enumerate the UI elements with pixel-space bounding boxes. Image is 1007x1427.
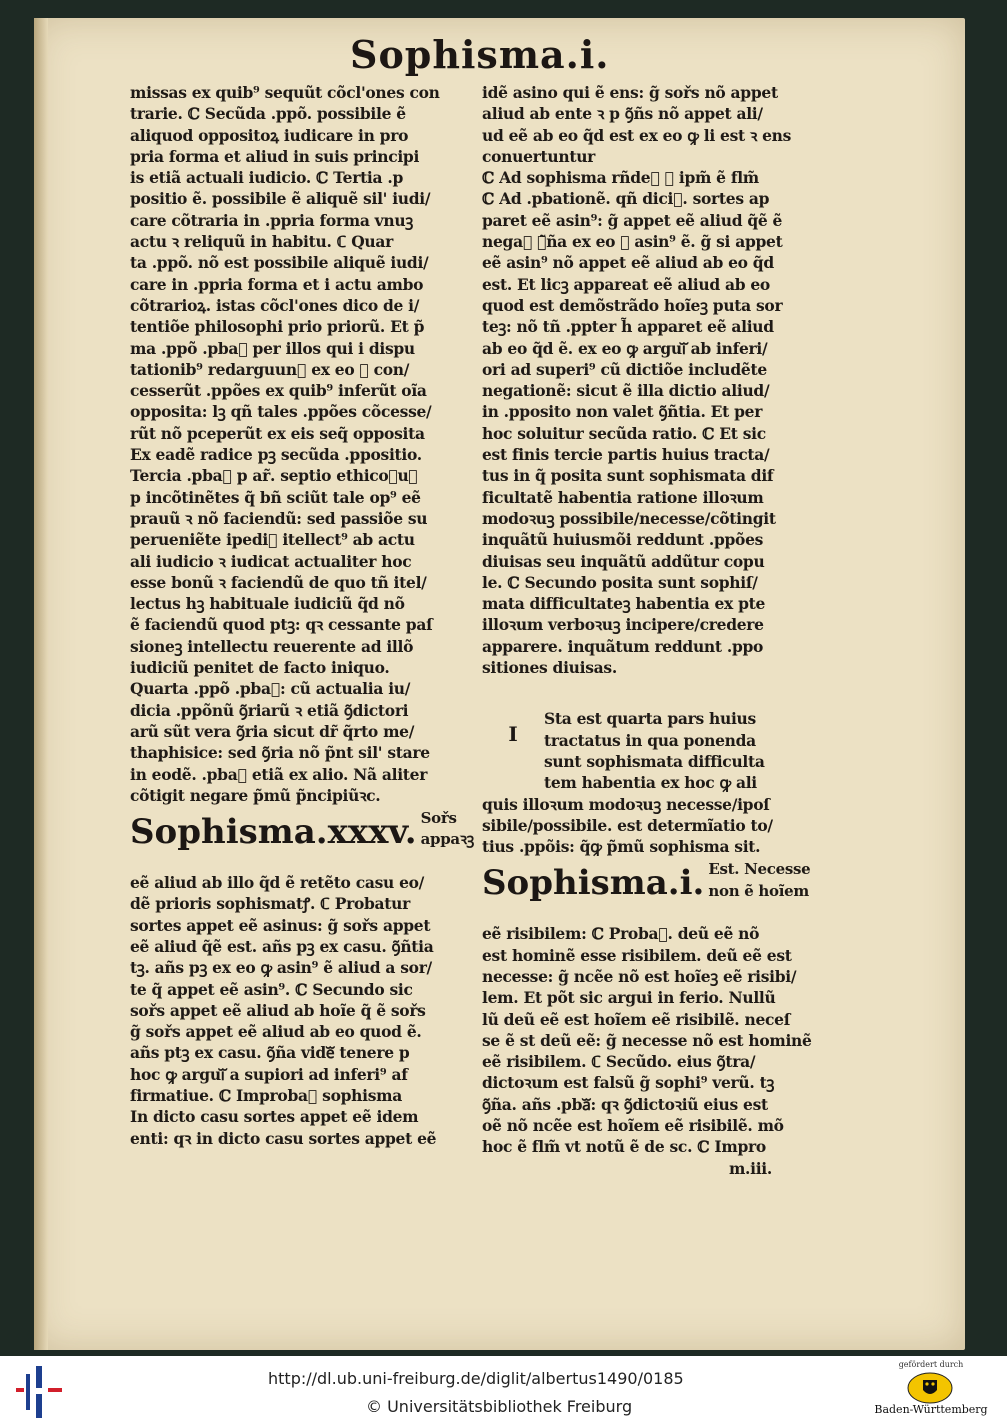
text-line: opposita: lꝫ qñ tales .ppões cõcesse/ xyxy=(130,402,432,422)
text-line: Ex eadẽ radice pꝫ secũda .ppositio. xyxy=(130,445,422,465)
text-line: missas ex quib⁹ sequũt cõcl'ones con xyxy=(130,83,440,102)
heading-side-line: non ẽ hoĩem xyxy=(708,881,809,900)
text-line: in .pposito non valet ꝯ̃ñtia. Et per xyxy=(482,402,763,422)
text-line: thaphisice: sed ꝯ̃ria nõ p̃nt sil' stare xyxy=(130,743,430,763)
text-line: tus in q̃ posita sunt sophismata dif xyxy=(482,466,774,486)
text-line: hoc ꝙ arguiᷓ a supiori ad inferi⁹ af xyxy=(130,1064,408,1084)
text-line: illoꝛum verboꝛuꝫ incipere/credere xyxy=(482,615,764,635)
text-line: pria forma et aliud in suis principi xyxy=(130,146,420,166)
text-line: arũ sũt vera ꝯ̃ria sicut dr̃ q̃rto me/ xyxy=(130,721,415,741)
text-line: g̃ sořs appet eẽ aliud ab eo quod ẽ. xyxy=(130,1022,422,1042)
text-line: lectus hꝫ habituale iudiciũ q̃d nõ xyxy=(130,594,405,614)
text-line: firmatiue. ℂ Improbaᷓ sophisma xyxy=(130,1086,402,1106)
copyright-notice: © Universitätsbibliothek Freiburg xyxy=(366,1397,633,1416)
text-line: sořs appet eẽ aliud ab hoĩe q̃ ẽ sořs xyxy=(130,1000,426,1020)
text-line: ali iudicio ꝛ iudicat actualiter hoc xyxy=(130,551,412,571)
text-line: dẽ prioris sophismatꝭ. ℂ Probatur xyxy=(130,894,410,914)
text-line: añs ptꝫ ex casu. ꝯ̃ña videᷓ tenere p xyxy=(130,1043,410,1063)
text-line: eẽ asin⁹ nõ appet eẽ aliud ab eo q̃d xyxy=(482,253,774,273)
text-line: aliquod oppositoꝝ iudicare in pro xyxy=(130,125,409,145)
text-line: tius .ppõis: q̃ꝙ p̃mũ sophisma sit. xyxy=(482,837,761,857)
text-line: hoc soluitur secũda ratio. ℂ Et sic xyxy=(482,423,766,443)
heading-side-line: Est. Necesse xyxy=(708,860,811,879)
text-line: positio ẽ. possibile ẽ aliquẽ sil' iudi/ xyxy=(130,189,431,209)
text-line: est finis tercie partis huius tracta/ xyxy=(482,445,770,465)
right-text-block-1 xyxy=(482,82,812,678)
right-section-heading xyxy=(482,859,812,923)
text-line: dicia .ppõnũ ꝯ̃riarũ ꝛ etiã ꝯ̃dictori xyxy=(130,700,409,720)
baden-wuerttemberg-crest-icon xyxy=(907,1372,953,1404)
text-line: care cõtraria in .ppria forma vnuꝫ xyxy=(130,210,413,230)
text-line: iudiciũ penitet de facto iniquo. xyxy=(130,658,390,678)
text-line: ab eo q̃d ẽ. ex eo ꝙ arguiᷓ ab inferi/ xyxy=(482,338,768,358)
text-line: ficultatẽ habentia ratione illoꝛum xyxy=(482,487,764,507)
text-line: sortes appet eẽ asinus: g̃ sořs appet xyxy=(130,915,431,935)
text-line: Tercia .pbaᷓ p ar̃. septio ethicoꝛuꝫ xyxy=(130,466,418,486)
text-line: tꝫ. añs pꝫ ex eo ꝙ asin⁹ ẽ aliud a sor/ xyxy=(130,958,432,978)
text-line: hoc ẽ flm̃ vt notũ ẽ de sc. ℂ Impro xyxy=(482,1137,766,1157)
viewer-footer xyxy=(0,1356,1007,1427)
text-line: lem. Et põt sic argui in ferio. Nullũ xyxy=(482,988,776,1008)
left-heading-side-text xyxy=(421,808,474,851)
text-line: paret eẽ asin⁹: g̃ appet eẽ aliud q̃ẽ ẽ xyxy=(482,210,783,230)
text-line: care in .ppria forma et i actu ambo xyxy=(130,274,424,294)
permalink-url[interactable]: http://dl.ub.uni-freiburg.de/diglit/albertus1490/0185 xyxy=(268,1369,684,1388)
funder-badge xyxy=(872,1360,990,1424)
text-line: is etiã actuali iudicio. ℂ Tertia .p xyxy=(130,168,403,188)
text-line: cesserũt .ppões ex quib⁹ inferũt oĩa xyxy=(130,381,427,401)
right-heading-word: Sophisma.i. xyxy=(482,863,705,904)
signature-mark: m.iii. xyxy=(728,1158,772,1178)
text-line: est. Et licꝫ appareat eẽ aliud ab eo xyxy=(482,274,770,294)
left-heading-word: Sophisma.xxxv. xyxy=(130,812,417,853)
text-line: rũt nõ pceperũt ex eis seq̃ opposita xyxy=(130,423,425,443)
left-text-block-2 xyxy=(130,872,460,1149)
text-line: diuisas seu inquãtũ addũtur copu xyxy=(482,551,765,571)
text-line: necesse: g̃ ncẽe nõ est hoĩeꝫ eẽ risibi/ xyxy=(482,966,797,986)
text-line: ud eẽ ab eo q̃d est ex eo ꝙ li est ꝛ ens xyxy=(482,125,792,145)
left-text-column xyxy=(130,82,474,1149)
text-line: Quarta .ppõ .pbaᷓ: cũ actualia iu/ xyxy=(130,679,411,699)
text-line: sitiones diuisas. xyxy=(482,658,617,678)
initial-text-line: tem habentia ex hoc ꝙ ali xyxy=(544,773,757,793)
running-title: Sophisma.i. xyxy=(350,32,610,77)
text-line: eẽ aliud ab illo q̃d ẽ retẽto casu eo/ xyxy=(130,873,425,893)
text-line: cõtigit negare p̃mũ p̃ncipiũꝛc. xyxy=(130,785,381,805)
heading-side-line: appaꝛꝫ xyxy=(420,830,474,849)
text-line: p incõtinẽtes q̃ bñ sciũt tale op⁹ eẽ xyxy=(130,487,421,507)
page-gutter xyxy=(34,18,48,1350)
text-line: actu ꝛ reliquũ in habitu. ℂ Quar xyxy=(130,232,394,252)
right-text-block-2 xyxy=(482,794,812,858)
right-heading-side-text xyxy=(708,859,810,902)
text-line: ẽ faciendũ quod ptꝫ: qꝛ cessante paſ xyxy=(130,615,433,635)
text-line: conuertuntur xyxy=(482,146,596,166)
text-line: In dicto casu sortes appet eẽ idem xyxy=(130,1107,419,1127)
initial-letter: I xyxy=(508,722,518,747)
text-line: ma .ppõ .pbaᷓ per illos qui i dispu xyxy=(130,338,415,358)
text-line: cõtrarioꝝ. istas cõcl'ones dico de i/ xyxy=(130,295,420,315)
initial-lines xyxy=(544,708,812,793)
text-line: eẽ risibilem. ℂ Secũdo. eius ꝯ̃tra/ xyxy=(482,1052,756,1072)
text-line: quod est demõstrãdo hoĩeꝫ puta sor xyxy=(482,295,783,315)
text-line: negationẽ: sicut ẽ illa dictio aliud/ xyxy=(482,381,770,401)
text-line: ℂ Ad sophisma rñdeᷓ ꝙ ipm̃ ẽ flm̃ xyxy=(482,168,759,188)
text-line: inquãtũ huiusmõi reddunt .ppões xyxy=(482,530,764,550)
text-line: dictoꝛum est falsũ g̃ sophi⁹ verũ. tꝫ xyxy=(482,1073,775,1093)
text-line: sioneꝫ intellectu reuerente ad illõ xyxy=(130,636,414,656)
text-line: negaᷓ ꝯ̃ña ex eo ꝙ asin⁹ ẽ. g̃ si appet xyxy=(482,232,783,252)
text-line: apparere. inquãtum reddunt .ppo xyxy=(482,636,764,656)
text-line: enti: qꝛ in dicto casu sortes appet eẽ xyxy=(130,1128,437,1148)
initial-text-line: Sta est quarta pars huius xyxy=(544,709,756,729)
left-text-block-1 xyxy=(130,82,460,806)
right-text-block-3 xyxy=(482,923,812,1157)
text-line: mata difficultateꝫ habentia ex pte xyxy=(482,594,766,614)
funder-name: Baden-Württemberg xyxy=(874,1403,988,1416)
text-line: ℂ Ad .pbationẽ. qñ diciᷓ. sortes ap xyxy=(482,189,770,209)
text-line: le. ℂ Secundo posita sunt sophiſ/ xyxy=(482,572,758,592)
text-line: sibile/possibile. est determĩatio to/ xyxy=(482,815,773,835)
text-line: idẽ asino qui ẽ ens: g̃ sořs nõ appet xyxy=(482,83,778,102)
text-line: ta .ppõ. nõ est possibile aliquẽ iudi/ xyxy=(130,253,429,273)
initial-block xyxy=(482,708,812,793)
text-line: est hominẽ esse risibilem. deũ eẽ est xyxy=(482,945,792,965)
text-line: eẽ aliud q̃ẽ est. añs pꝫ ex casu. ꝯ̃ñtia xyxy=(130,936,434,956)
text-line: ori ad superi⁹ cũ dictiõe includẽte xyxy=(482,359,767,379)
text-line: te q̃ appet eẽ asin⁹. ℂ Secundo sic xyxy=(130,979,413,999)
text-line: se ẽ st deũ eẽ: g̃ necesse nõ est hominẽ xyxy=(482,1030,812,1050)
section-gap xyxy=(482,678,812,708)
page-header xyxy=(350,32,610,82)
text-line: teꝫ: nõ tñ .ppter h̃ apparet eẽ aliud xyxy=(482,317,774,337)
text-line: lũ deũ eẽ est hoĩem eẽ risibilẽ. neceſ xyxy=(482,1009,791,1029)
text-line: esse bonũ ꝛ faciendũ de quo tñ itel/ xyxy=(130,572,427,592)
initial-text-line: tractatus in qua ponenda xyxy=(544,730,756,750)
ub-freiburg-logo-icon[interactable] xyxy=(14,1364,66,1420)
text-line: perueniẽte ipediᷓ itellect⁹ ab actu xyxy=(130,530,415,550)
text-line: aliud ab ente ꝛ p ꝯ̃ñs nõ appet ali/ xyxy=(482,104,763,124)
text-line: eẽ risibilem: ℂ Probaᷓ. deũ eẽ nõ xyxy=(482,924,760,944)
heading-side-line: Sořs xyxy=(420,809,457,828)
text-line: tentiõe philosophi prio priorũ. Et p̃ xyxy=(130,317,425,337)
text-line: oẽ nõ ncẽe est hoĩem eẽ risibilẽ. mõ xyxy=(482,1116,784,1136)
text-line: tationib⁹ redarguunᷓ ex eo ꝙ con/ xyxy=(130,359,410,379)
text-line: modoꝛuꝫ possibile/necesse/cõtingit xyxy=(482,508,776,528)
text-line: in eodẽ. .pbaᷓ etiã ex alio. Nã aliter xyxy=(130,764,428,784)
text-line: trarie. ℂ Secũda .ppõ. possibile ẽ xyxy=(130,104,406,124)
left-section-heading xyxy=(130,808,474,872)
funder-caption: gefördert durch xyxy=(898,1360,964,1369)
right-text-column xyxy=(482,82,812,1179)
text-line: prauũ ꝛ nõ faciendũ: sed passiõe su xyxy=(130,508,428,528)
initial-text-line: sunt sophismata difficulta xyxy=(544,751,765,771)
text-line: ꝯ̃ña. añs .pbaᷓ: qꝛ ꝯ̃dictoꝛiũ eius est xyxy=(482,1094,768,1114)
text-line: quis illoꝛum modoꝛuꝫ necesse/ipoſ xyxy=(482,794,770,814)
